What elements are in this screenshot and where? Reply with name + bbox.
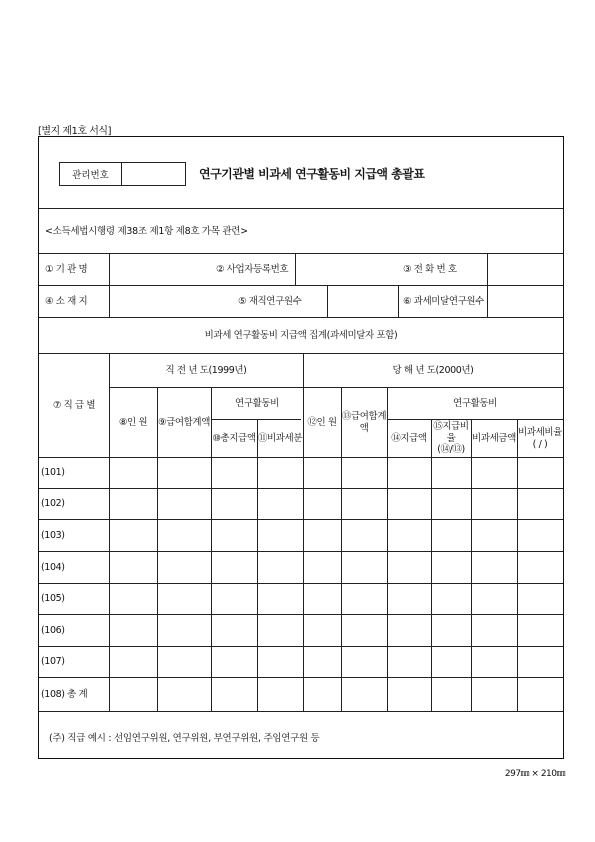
divider: [39, 583, 563, 584]
row-label: (107): [41, 656, 65, 668]
prev-nontax-header: ⑪비과세분: [257, 432, 303, 444]
institution-label: ① 기 관 명: [45, 263, 88, 275]
management-number-field[interactable]: [122, 163, 185, 185]
prev-contract-header: ⑨급여합계액: [157, 416, 210, 428]
form-title: 연구기관별 비과세 연구활동비 지급액 총괄표: [199, 167, 425, 181]
form-number-label: [별지 제1호 서식]: [38, 126, 111, 137]
researchers-field[interactable]: [328, 286, 398, 317]
researchers-label: ⑤ 재직연구원수: [238, 295, 302, 307]
institution-field[interactable]: [110, 254, 214, 285]
divider: [431, 419, 432, 711]
prev-persons-header: ⑧인 원: [118, 416, 148, 428]
row-label: (105): [41, 593, 65, 605]
management-number-label: 관리번호: [60, 163, 122, 185]
divider: [39, 614, 563, 615]
management-number-box: [59, 162, 186, 186]
prev-paid-header: ⑩총지급액: [212, 432, 256, 444]
curr-activity-header: 연구활동비: [453, 397, 497, 409]
divider: [517, 419, 518, 711]
row-label: (101): [41, 467, 65, 479]
divider: [39, 519, 563, 520]
phone-field[interactable]: [488, 254, 564, 285]
prev-activity-header: 연구활동비: [235, 397, 279, 409]
non-taxed-researchers-field[interactable]: [488, 286, 564, 317]
footnote: (주) 직급 예시 : 선임연구위원, 연구위원, 부연구위원, 주임연구원 등: [49, 733, 320, 744]
form-header: [39, 137, 563, 209]
prev-year-header: 직 전 년 도(1999년): [165, 364, 247, 376]
phone-label: ③ 전 화 번 호: [403, 263, 457, 275]
curr-nontax-ratio-header: 비과세비율( / ): [518, 427, 562, 450]
divider: [39, 711, 563, 712]
grade-header: ⑦ 직 급 별: [52, 399, 96, 411]
row-label: (104): [41, 561, 65, 573]
section-title: 비과세 연구활동비 지급액 집계(과세미달자 포함): [204, 329, 398, 341]
row-label: (106): [41, 624, 65, 636]
biz-no-field[interactable]: [296, 254, 396, 285]
paper-size-label: 297㎜ × 210㎜: [504, 769, 565, 779]
divider: [471, 419, 472, 711]
law-reference: <소득세법시행령 제38조 제1항 제8호 가목 관련>: [45, 226, 248, 237]
curr-contract-header: ⑬급여합계액: [341, 411, 387, 434]
divider: [257, 419, 258, 711]
address-label: ④ 소 재 지: [45, 295, 88, 307]
divider: [39, 551, 563, 552]
row-label: (103): [41, 529, 65, 541]
curr-paid-header: ⑭지급액: [391, 432, 427, 444]
curr-persons-header: ⑫인 원: [307, 416, 337, 428]
divider: [39, 646, 563, 647]
address-field[interactable]: [110, 286, 230, 317]
curr-ratio-header: ⑮지급비율 (⑭/⑬): [433, 421, 469, 456]
biz-no-label: ② 사업자등록번호: [216, 263, 289, 275]
row-label: (102): [41, 498, 65, 510]
non-taxed-researchers-label: ⑥ 과세미달연구원수: [403, 295, 484, 307]
curr-nontax-amount-header: 비과세금액: [472, 432, 516, 444]
divider: [39, 488, 563, 489]
form-sheet: [38, 136, 564, 759]
curr-year-header: 당 해 년 도(2000년): [392, 364, 474, 376]
total-row-label: (108) 총 계: [41, 688, 88, 700]
divider: [39, 457, 563, 458]
divider: [39, 677, 563, 678]
